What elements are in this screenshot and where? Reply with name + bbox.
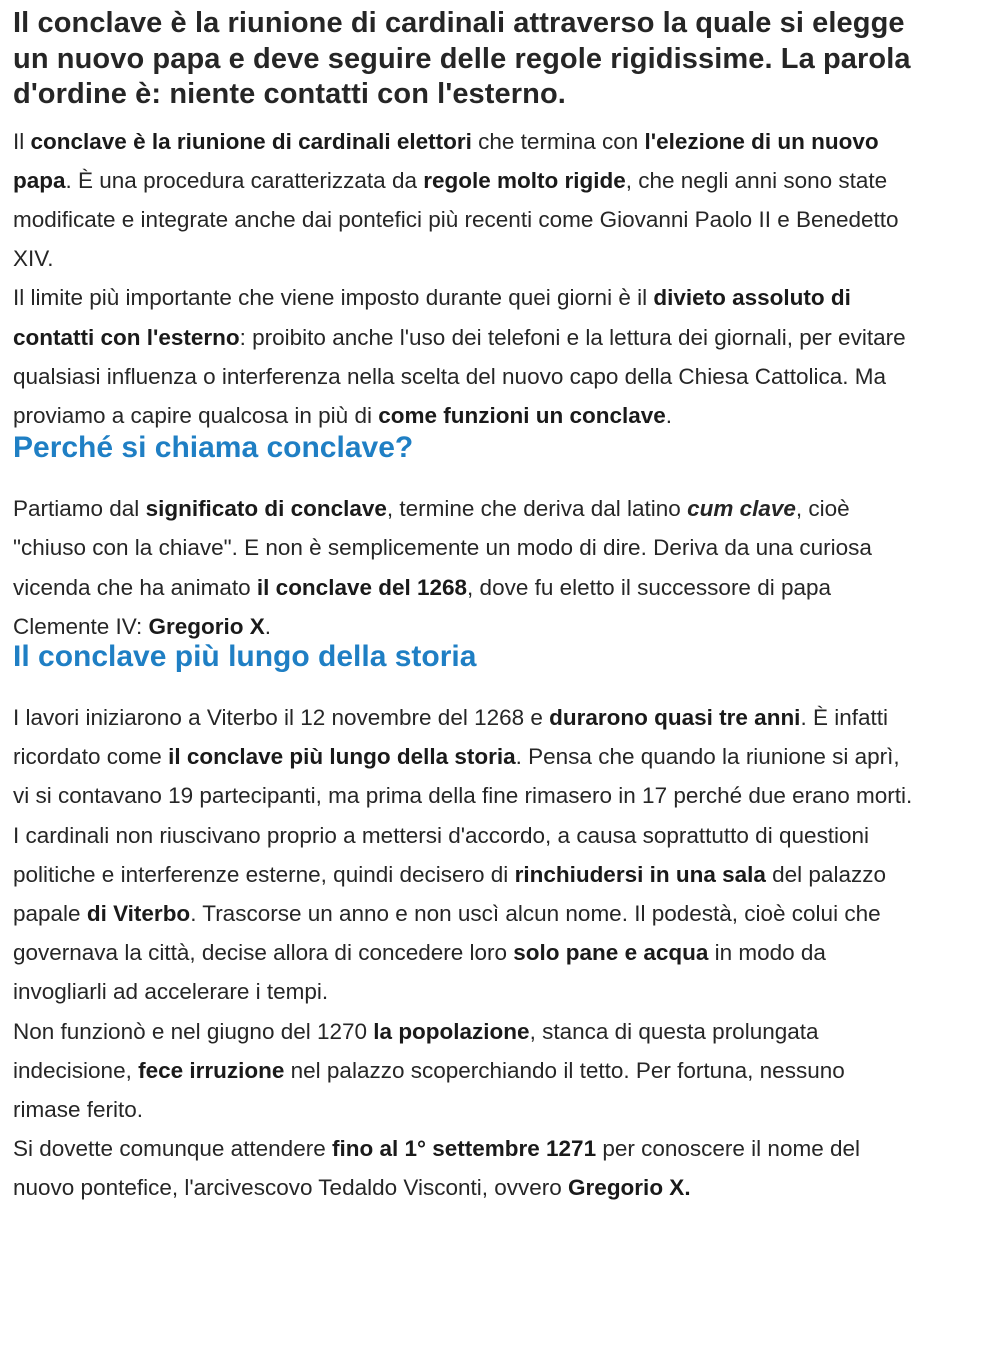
bold-text: regole molto rigide <box>423 167 626 193</box>
text: , che negli anni sono state modificate e integrate anche dai pontefici più recenti come Giovanni Paolo II e Benedetto XIV. <box>13 167 899 272</box>
section2-paragraph-1 <box>13 698 918 816</box>
section2-paragraph-4 <box>13 1129 918 1207</box>
bold-text: la popolazione <box>373 1018 530 1044</box>
intro-paragraph-2 <box>13 278 918 435</box>
text: , dove fu eletto il successore di papa Clemente IV: <box>13 574 832 639</box>
bold-text: come funzioni un conclave <box>378 402 666 428</box>
text: Non funzionò e nel giugno del 1270 <box>13 1018 374 1044</box>
text: I lavori iniziarono a Viterbo il 12 novembre del 1268 e <box>13 704 550 730</box>
text: Il limite più importante che viene imposto durante quei giorni è il <box>13 285 654 311</box>
article <box>13 6 918 1208</box>
bold-text: fino al 1° settembre 1271 <box>331 1136 597 1162</box>
text: . Trascorse un anno e non uscì alcun nome. Il podestà, cioè colui che governava la città, decise allora di concedere loro <box>13 900 881 966</box>
bold-text: Gregorio X. <box>568 1175 691 1201</box>
italic-text: cum clave <box>687 496 796 522</box>
bold-text: l'elezione di un nuovo papa <box>13 128 879 193</box>
text: Si dovette comunque attendere <box>13 1136 332 1162</box>
text: in modo da invogliarli ad accelerare i tempi. <box>13 940 826 1005</box>
text: per conoscere il nome del nuovo pontefice, l'arcivescovo Tedaldo Visconti, ovvero <box>13 1136 860 1201</box>
bold-text: solo pane e acqua <box>513 940 709 966</box>
text: : proibito anche l'uso dei telefoni e la lettura dei giornali, per evitare qualsiasi influenza o interferenza nella scelta del nuovo capo della Chiesa Cattolica. Ma proviamo a capire qualcosa in più di <box>13 324 906 428</box>
bold-text: durarono quasi tre anni <box>549 704 801 730</box>
text: . <box>264 613 272 639</box>
bold-text: conclave è la riunione di cardinali elettori <box>30 128 472 154</box>
section1-paragraph-1 <box>13 489 918 646</box>
intro-paragraph-1 <box>13 122 918 279</box>
text: che termina con <box>471 128 645 154</box>
bold-text: il conclave più lungo della storia <box>168 744 516 770</box>
section-heading-perche: Perché si chiama conclave? <box>13 431 414 465</box>
text: . Pensa che quando la riunione si aprì, vi si contavano 19 partecipanti, ma prima della fine rimasero in 17 perché due erano morti. <box>13 744 913 809</box>
text: , cioè "chiuso con la chiave". E non è semplicemente un modo di dire. Deriva da una curiosa vicenda che ha animato <box>13 496 872 600</box>
text: . È una procedura caratterizzata da <box>65 167 424 193</box>
text: I cardinali non riuscivano proprio a mettersi d'accordo, a causa soprattutto di questioni politiche e interferenze esterne, quindi decisero di <box>13 822 870 887</box>
bold-text: Gregorio X <box>148 613 265 639</box>
bold-text: divieto assoluto di contatti con l'esterno <box>13 285 851 350</box>
article-lead: Il conclave è la riunione di cardinali attraverso la quale si elegge un nuovo papa e deve seguire delle regole rigidissime. La parola d'ordine è: niente contatti con l'esterno. <box>13 7 911 110</box>
section-heading-conclave-lungo: Il conclave più lungo della storia <box>13 639 477 673</box>
bold-text: fece irruzione <box>138 1057 285 1083</box>
text: Partiamo dal <box>13 496 146 522</box>
bold-text: il conclave del 1268 <box>256 574 468 600</box>
text: , stanca di questa prolungata indecisione, <box>13 1018 819 1083</box>
text: . <box>665 402 673 428</box>
section2-paragraph-2 <box>13 816 918 1012</box>
text: del palazzo papale <box>13 861 886 926</box>
bold-text: rinchiudersi in una sala <box>514 861 766 887</box>
bold-text: di Viterbo <box>86 900 191 926</box>
text: Il <box>13 128 31 154</box>
text: , termine che deriva dal latino <box>386 496 688 522</box>
section2-paragraph-3 <box>13 1012 918 1130</box>
bold-text: significato di conclave <box>145 496 387 522</box>
text: nel palazzo scoperchiando il tetto. Per fortuna, nessuno rimase ferito. <box>13 1057 845 1122</box>
text: . È infatti ricordato come <box>13 704 888 770</box>
